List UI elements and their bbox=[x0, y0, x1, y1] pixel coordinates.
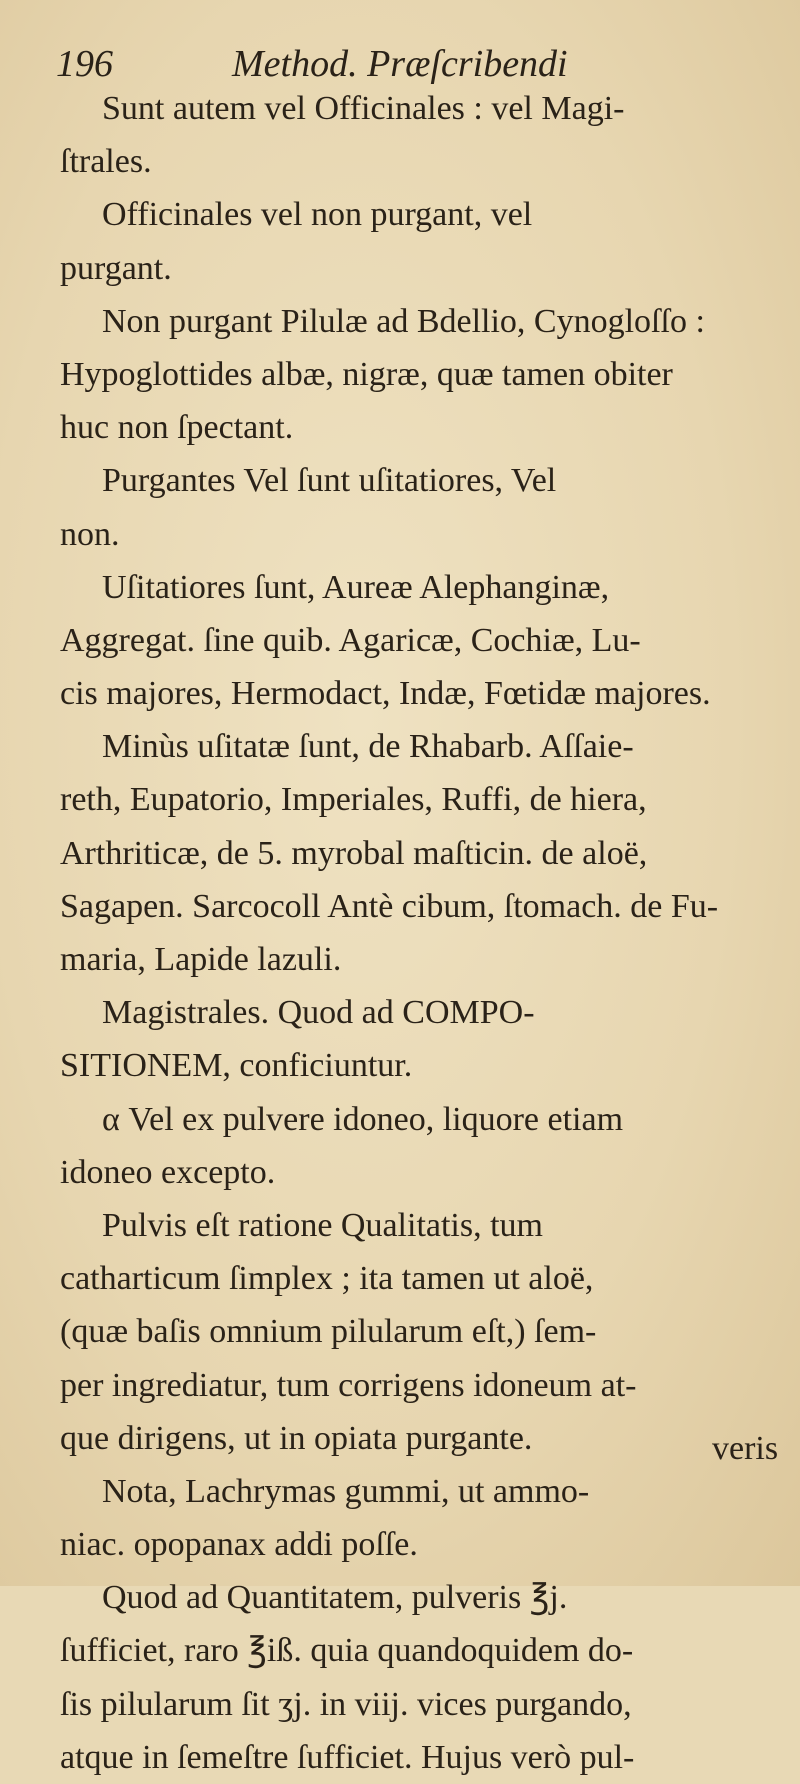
text-line: que dirigens, ut in opiata purgante. bbox=[60, 1419, 533, 1457]
text-line: SITIONEM, conficiuntur. bbox=[60, 1047, 413, 1085]
text-line: cis majores, Hermodact, Indæ, Fœtidæ majores. bbox=[60, 675, 711, 713]
body-text bbox=[60, 82, 780, 1784]
text-line: Aggregat. ſine quib. Agaricæ, Cochiæ, Lu- bbox=[60, 621, 641, 659]
text-line: ſis pilularum ſit ʒj. in viij. vices purgando, bbox=[60, 1685, 632, 1723]
text-line: niac. opopanax addi poſſe. bbox=[60, 1526, 418, 1564]
page-number: 196 bbox=[56, 43, 113, 85]
text-line: reth, Eupatorio, Imperiales, Ruffi, de hiera, bbox=[60, 781, 647, 819]
text-line: Arthriticæ, de 5. myrobal maſticin. de aloë, bbox=[60, 834, 648, 872]
text-line: idoneo excepto. bbox=[60, 1153, 276, 1191]
text-line: non. bbox=[60, 515, 120, 553]
text-line: Minùs uſitatæ ſunt, de Rhabarb. Aſſaie- bbox=[102, 728, 634, 766]
text-line: per ingrediatur, tum corrigens idoneum at- bbox=[60, 1366, 637, 1404]
text-line: purgant. bbox=[60, 249, 172, 287]
text-line: catharticum ſimplex ; ita tamen ut aloë, bbox=[60, 1260, 594, 1298]
text-line: (quæ baſis omnium pilularum eſt,) ſem- bbox=[60, 1313, 597, 1351]
text-line: Non purgant Pilulæ ad Bdellio, Cynogloſſo : bbox=[102, 302, 705, 340]
text-line: Sunt autem vel Officinales : vel Magi- bbox=[102, 90, 625, 127]
text-line: Magistrales. Quod ad COMPO- bbox=[102, 994, 535, 1032]
text-line: huc non ſpectant. bbox=[60, 409, 294, 447]
catchword: veris bbox=[712, 1430, 779, 1467]
text-line: Quod ad Quantitatem, pulveris ℥j. bbox=[102, 1579, 568, 1617]
text-line: Purgantes Vel ſunt uſitatiores, Vel bbox=[102, 462, 557, 500]
text-line: Hypoglottides albæ, nigræ, quæ tamen obiter bbox=[60, 355, 673, 393]
text-line: Officinales vel non purgant, vel bbox=[102, 196, 533, 234]
text-line: Nota, Lachrymas gummi, ut ammo- bbox=[102, 1472, 590, 1510]
text-line: α Vel ex pulvere idoneo, liquore etiam bbox=[102, 1100, 624, 1138]
text-line: ſtrales. bbox=[60, 143, 152, 181]
text-line: ſufficiet, raro ℥iß. quia quandoquidem do- bbox=[60, 1632, 634, 1670]
text-line: Pulvis eſt ratione Qualitatis, tum bbox=[102, 1206, 544, 1244]
running-title: Method. Præſcribendi bbox=[232, 43, 568, 85]
text-line: Sagapen. Sarcocoll Antè cibum, ſtomach. de Fu- bbox=[60, 887, 719, 925]
text-line: Uſitatiores ſunt, Aureæ Alephanginæ, bbox=[102, 568, 610, 606]
text-line: atque in ſemeſtre ſufficiet. Hujus verò pul- bbox=[60, 1738, 635, 1776]
text-line: maria, Lapide lazuli. bbox=[60, 941, 342, 978]
